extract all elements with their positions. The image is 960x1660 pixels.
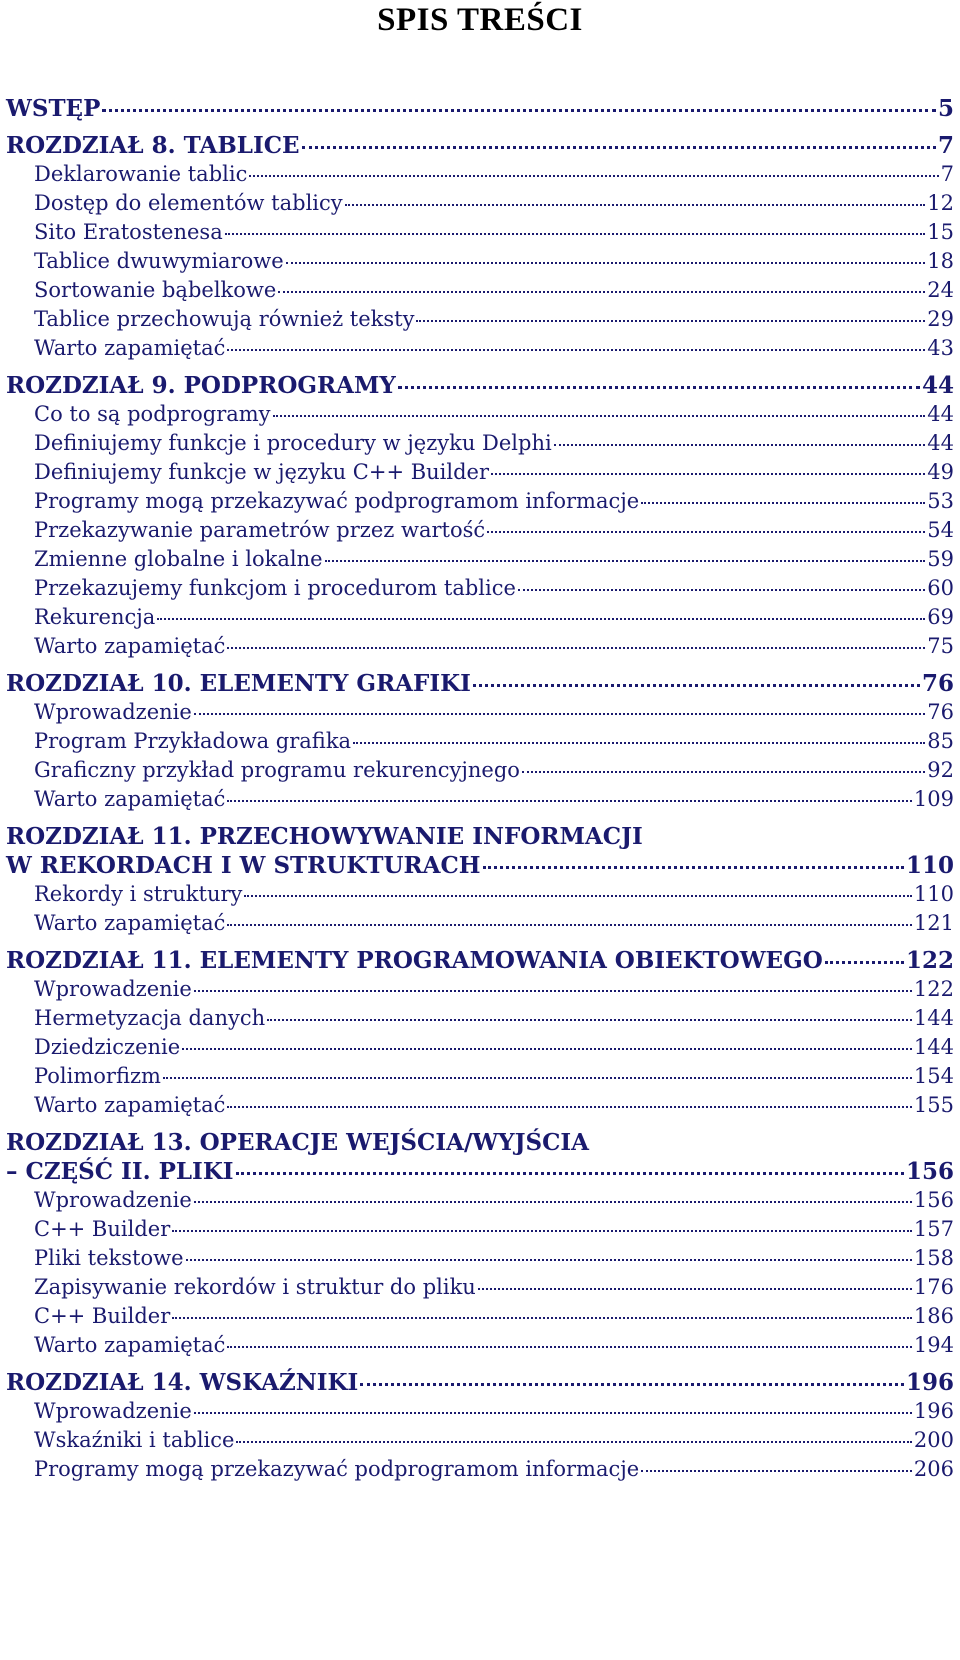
section-title: Warto zapamiętać [34, 336, 226, 360]
section-title: Rekurencja [34, 605, 156, 629]
section-entry[interactable] [6, 247, 954, 276]
section-page-number: 60 [927, 576, 954, 600]
section-title: Rekordy i struktury [34, 882, 243, 906]
section-entry[interactable] [6, 429, 954, 458]
section-page-number: 75 [927, 634, 954, 658]
dot-leader [102, 109, 936, 112]
section-page-number: 92 [927, 758, 954, 782]
section-title: Programy mogą przekazywać podprogramom informacje [34, 489, 640, 513]
section-page-number: 18 [927, 249, 954, 273]
toc-chapter [6, 1128, 954, 1360]
chapter-entry[interactable] [6, 669, 954, 698]
dot-leader [163, 1077, 912, 1079]
dot-leader [360, 1383, 904, 1386]
chapter-title: ROZDZIAŁ 14. WSKAŹNIKI [6, 1369, 359, 1396]
section-title: Przekazywanie parametrów przez wartość [34, 518, 486, 542]
section-entry[interactable] [6, 305, 954, 334]
section-title: Tablice dwuwymiarowe [34, 249, 284, 273]
section-title: Przekazujemy funkcjom i procedurom tablice [34, 576, 516, 600]
section-page-number: 176 [913, 1275, 954, 1299]
dot-leader [194, 990, 912, 992]
chapter-title: ROZDZIAŁ 8. TABLICE [6, 132, 300, 159]
section-entry[interactable] [6, 1273, 954, 1302]
dot-leader [186, 1259, 912, 1261]
dot-leader [194, 1412, 912, 1414]
section-page-number: 158 [913, 1246, 954, 1270]
section-entry[interactable] [6, 1004, 954, 1033]
chapter-page-number: 122 [905, 947, 954, 974]
section-entry[interactable] [6, 727, 954, 756]
chapter-heading-line: ROZDZIAŁ 11. PRZECHOWYWANIE INFORMACJI [6, 823, 643, 850]
dot-leader [194, 713, 925, 715]
dot-leader [157, 618, 925, 620]
section-title: Wskaźniki i tablice [34, 1428, 235, 1452]
dot-leader [518, 589, 925, 591]
section-title: Wprowadzenie [34, 700, 192, 724]
section-title: Sito Eratostenesa [34, 220, 223, 244]
section-entry[interactable] [6, 516, 954, 545]
section-entry[interactable] [6, 909, 954, 938]
chapter-page-number: 156 [905, 1158, 954, 1185]
dot-leader [353, 742, 925, 744]
dot-leader [236, 1441, 911, 1443]
section-page-number: 194 [913, 1333, 954, 1357]
section-page-number: 24 [927, 278, 954, 302]
page-title: SPIS TREŚCI [377, 2, 583, 38]
section-title: Programy mogą przekazywać podprogramom informacje [34, 1457, 640, 1481]
section-entry[interactable] [6, 1244, 954, 1273]
section-page-number: 53 [927, 489, 954, 513]
dot-leader [825, 961, 904, 964]
toc-chapter [6, 669, 954, 814]
section-entry[interactable] [6, 975, 954, 1004]
section-page-number: 144 [913, 1006, 954, 1030]
section-title: Deklarowanie tablic [34, 162, 248, 186]
chapter-page-number: 76 [921, 670, 954, 697]
section-title: Warto zapamiętać [34, 634, 226, 658]
section-page-number: 157 [913, 1217, 954, 1241]
section-title: Warto zapamiętać [34, 1093, 226, 1117]
section-page-number: 54 [927, 518, 954, 542]
dot-leader [267, 1019, 912, 1021]
section-entry[interactable] [6, 1426, 954, 1455]
dot-leader [491, 473, 925, 475]
section-title: Warto zapamiętać [34, 1333, 226, 1357]
table-of-contents [6, 94, 954, 1484]
section-entry[interactable] [6, 1062, 954, 1091]
chapter-title: ROZDZIAŁ 11. ELEMENTY PROGRAMOWANIA OBIEKTOWEGO [6, 947, 823, 974]
chapter-title: WSTĘP [6, 95, 101, 122]
section-title: Dziedziczenie [34, 1035, 181, 1059]
section-entry[interactable] [6, 1186, 954, 1215]
dot-leader [194, 1201, 912, 1203]
section-page-number: 15 [927, 220, 954, 244]
section-entry[interactable] [6, 1302, 954, 1331]
toc-chapter [6, 371, 954, 661]
section-page-number: 69 [927, 605, 954, 629]
section-page-number: 12 [927, 191, 954, 215]
section-entry[interactable] [6, 189, 954, 218]
chapter-entry[interactable] [6, 946, 954, 975]
section-entry[interactable] [6, 334, 954, 363]
dot-leader [483, 866, 904, 869]
chapter-entry[interactable] [6, 131, 954, 160]
section-entry[interactable] [6, 1331, 954, 1360]
toc-chapter [6, 946, 954, 1120]
section-page-number: 43 [927, 336, 954, 360]
section-title: Program Przykładowa grafika [34, 729, 352, 753]
section-entry[interactable] [6, 1455, 954, 1484]
chapter-title: W REKORDACH I W STRUKTURACH [6, 852, 481, 879]
section-title: Co to są podprogramy [34, 402, 271, 426]
section-title: Pliki tekstowe [34, 1246, 184, 1270]
chapter-page-number: 5 [937, 95, 954, 122]
section-page-number: 85 [927, 729, 954, 753]
dot-leader [227, 647, 925, 649]
section-page-number: 154 [913, 1064, 954, 1088]
section-page-number: 121 [913, 911, 954, 935]
section-page-number: 44 [927, 402, 954, 426]
chapter-page-number: 44 [921, 372, 954, 399]
section-page-number: 29 [927, 307, 954, 331]
dot-leader [227, 349, 925, 351]
dot-leader [227, 800, 912, 802]
section-title: Warto zapamiętać [34, 911, 226, 935]
dot-leader [641, 502, 925, 504]
dot-leader [641, 1470, 912, 1472]
section-title: C++ Builder [34, 1217, 171, 1241]
section-page-number: 156 [913, 1188, 954, 1212]
section-page-number: 59 [927, 547, 954, 571]
section-page-number: 110 [913, 882, 954, 906]
section-entry[interactable] [6, 1215, 954, 1244]
dot-leader [478, 1288, 912, 1290]
section-page-number: 7 [940, 162, 954, 186]
toc-chapter [6, 822, 954, 938]
section-title: Zapisywanie rekordów i struktur do pliku [34, 1275, 476, 1299]
dot-leader [473, 684, 920, 687]
section-entry[interactable] [6, 632, 954, 661]
section-page-number: 122 [913, 977, 954, 1001]
section-title: Dostęp do elementów tablicy [34, 191, 343, 215]
chapter-entry[interactable] [6, 851, 954, 880]
section-entry[interactable] [6, 756, 954, 785]
dot-leader [554, 444, 926, 446]
section-title: Wprowadzenie [34, 1188, 192, 1212]
section-page-number: 155 [913, 1093, 954, 1117]
section-entry[interactable] [6, 574, 954, 603]
chapter-heading-line: ROZDZIAŁ 13. OPERACJE WEJŚCIA/WYJŚCIA [6, 1129, 589, 1156]
toc-chapter [6, 94, 954, 123]
section-entry[interactable] [6, 487, 954, 516]
section-title: C++ Builder [34, 1304, 171, 1328]
section-entry[interactable] [6, 545, 954, 574]
section-page-number: 109 [913, 787, 954, 811]
dot-leader [236, 1172, 904, 1175]
dot-leader [273, 415, 926, 417]
toc-chapter [6, 1368, 954, 1484]
section-entry[interactable] [6, 603, 954, 632]
chapter-page-number: 196 [905, 1369, 954, 1396]
section-entry[interactable] [6, 1397, 954, 1426]
section-title: Sortowanie bąbelkowe [34, 278, 277, 302]
dot-leader [227, 1346, 912, 1348]
section-page-number: 76 [927, 700, 954, 724]
section-title: Graficzny przykład programu rekurencyjnego [34, 758, 520, 782]
dot-leader [416, 320, 925, 322]
dot-leader [487, 531, 925, 533]
section-title: Tablice przechowują również teksty [34, 307, 415, 331]
chapter-entry[interactable] [6, 1157, 954, 1186]
section-entry[interactable] [6, 880, 954, 909]
section-entry[interactable] [6, 458, 954, 487]
dot-leader [225, 233, 926, 235]
dot-leader [286, 262, 926, 264]
section-title: Zmienne globalne i lokalne [34, 547, 323, 571]
section-entry[interactable] [6, 160, 954, 189]
section-page-number: 200 [913, 1428, 954, 1452]
section-entry[interactable] [6, 698, 954, 727]
section-page-number: 206 [913, 1457, 954, 1481]
dot-leader [302, 146, 936, 149]
section-page-number: 186 [913, 1304, 954, 1328]
chapter-entry[interactable] [6, 1368, 954, 1397]
dot-leader [227, 1106, 912, 1108]
section-title: Definiujemy funkcje w języku C++ Builder [34, 460, 490, 484]
section-title: Hermetyzacja danych [34, 1006, 266, 1030]
dot-leader [172, 1230, 912, 1232]
dot-leader [227, 924, 912, 926]
chapter-page-number: 7 [937, 132, 954, 159]
toc-chapter [6, 131, 954, 363]
chapter-entry[interactable] [6, 94, 954, 123]
dot-leader [522, 771, 925, 773]
section-entry[interactable] [6, 1033, 954, 1062]
chapter-title: ROZDZIAŁ 9. PODPROGRAMY [6, 372, 396, 399]
chapter-entry[interactable] [6, 371, 954, 400]
dot-leader [325, 560, 926, 562]
section-title: Wprowadzenie [34, 1399, 192, 1423]
section-page-number: 49 [927, 460, 954, 484]
dot-leader [172, 1317, 912, 1319]
dot-leader [182, 1048, 912, 1050]
section-entry[interactable] [6, 785, 954, 814]
chapter-title: ROZDZIAŁ 10. ELEMENTY GRAFIKI [6, 670, 471, 697]
dot-leader [398, 386, 920, 389]
section-page-number: 144 [913, 1035, 954, 1059]
section-entry[interactable] [6, 400, 954, 429]
dot-leader [278, 291, 925, 293]
chapter-page-number: 110 [905, 852, 954, 879]
section-title: Polimorfizm [34, 1064, 161, 1088]
dot-leader [244, 895, 912, 897]
section-page-number: 44 [927, 431, 954, 455]
section-page-number: 196 [913, 1399, 954, 1423]
section-title: Wprowadzenie [34, 977, 192, 1001]
dot-leader [249, 175, 938, 177]
chapter-title: – CZĘŚĆ II. PLIKI [6, 1158, 234, 1185]
section-entry[interactable] [6, 218, 954, 247]
dot-leader [345, 204, 926, 206]
section-title: Definiujemy funkcje i procedury w języku Delphi [34, 431, 552, 455]
section-title: Warto zapamiętać [34, 787, 226, 811]
section-entry[interactable] [6, 276, 954, 305]
section-entry[interactable] [6, 1091, 954, 1120]
